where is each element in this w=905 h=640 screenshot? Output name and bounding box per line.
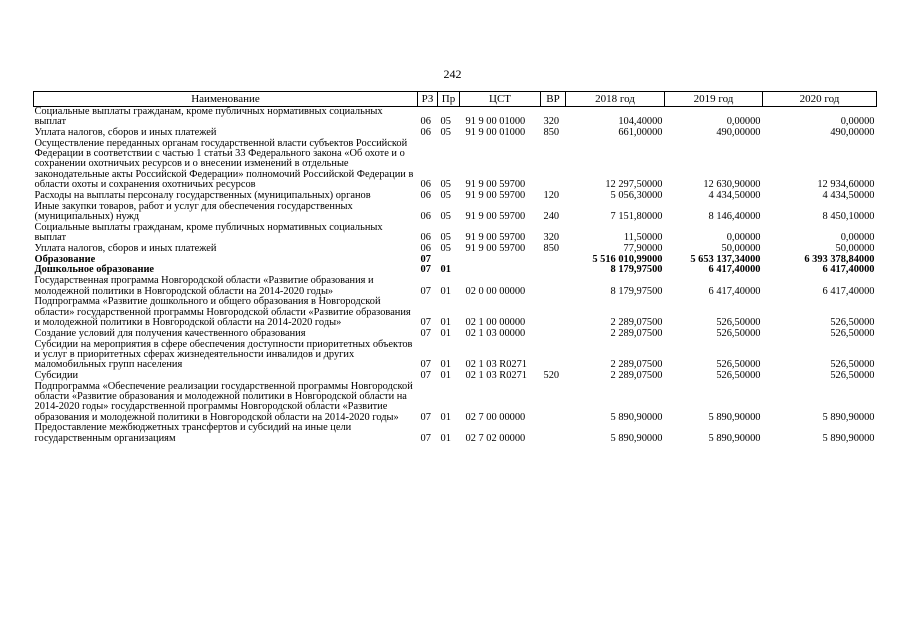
header-2019: 2019 год bbox=[665, 92, 763, 107]
cell-2019: 8 146,40000 bbox=[708, 210, 761, 222]
cell-2018: 2 289,07500 bbox=[610, 369, 663, 381]
cell-2019: 4 434,50000 bbox=[708, 189, 761, 201]
cell-name: Иные закупки товаров, работ и услуг для обеспечения государственных (муниципальных) нужд bbox=[34, 200, 353, 222]
cell-rz: 06 bbox=[420, 242, 431, 254]
cell-name: Субсидии bbox=[34, 369, 79, 381]
cell-rz: 07 bbox=[420, 411, 431, 423]
cell-vr: 320 bbox=[543, 232, 560, 244]
cell-pr: 05 bbox=[440, 189, 451, 201]
cell-pr: 05 bbox=[440, 210, 451, 222]
table-header-row bbox=[34, 92, 877, 107]
table-row bbox=[34, 329, 877, 340]
cell-2019: 0,00000 bbox=[726, 232, 761, 244]
cell-cst: 91 9 00 59700 bbox=[465, 210, 526, 222]
cell-cst: 02 1 03 R0271 bbox=[465, 359, 527, 371]
cell-2018: 5 516 010,99000 bbox=[592, 253, 663, 265]
cell-rz: 06 bbox=[420, 210, 431, 222]
cell-cst: 91 9 00 59700 bbox=[465, 232, 526, 244]
cell-2020: 8 450,10000 bbox=[822, 210, 875, 222]
cell-2020: 526,50000 bbox=[830, 327, 875, 339]
cell-rz: 06 bbox=[420, 232, 431, 244]
cell-cst: 91 9 00 59700 bbox=[465, 242, 526, 254]
cell-rz: 06 bbox=[420, 116, 431, 128]
cell-cst: 91 9 00 59700 bbox=[465, 179, 526, 191]
cell-vr bbox=[541, 255, 566, 266]
table-row bbox=[34, 340, 877, 371]
header-rz: РЗ bbox=[418, 92, 438, 107]
cell-vr: 850 bbox=[543, 127, 560, 139]
cell-cst bbox=[460, 255, 541, 266]
cell-2018: 104,40000 bbox=[618, 116, 663, 128]
cell-vr: 850 bbox=[543, 242, 560, 254]
cell-2018: 2 289,07500 bbox=[610, 316, 663, 328]
cell-pr: 01 bbox=[440, 285, 451, 297]
cell-cst: 02 0 00 00000 bbox=[465, 285, 526, 297]
cell-cst: 02 7 00 00000 bbox=[465, 411, 526, 423]
cell-pr: 05 bbox=[440, 232, 451, 244]
cell-2018: 8 179,97500 bbox=[610, 285, 663, 297]
cell-2018: 11,50000 bbox=[623, 232, 663, 244]
cell-2020: 526,50000 bbox=[830, 359, 875, 371]
cell-2018: 5 890,90000 bbox=[610, 411, 663, 423]
header-name: Наименование bbox=[34, 92, 418, 107]
cell-2018: 7 151,80000 bbox=[610, 210, 663, 222]
cell-2018: 77,90000 bbox=[623, 242, 663, 254]
cell-2019: 526,50000 bbox=[716, 359, 761, 371]
cell-vr: 320 bbox=[543, 116, 560, 128]
table-body bbox=[34, 107, 877, 445]
cell-2020: 526,50000 bbox=[830, 316, 875, 328]
cell-2020: 50,00000 bbox=[835, 242, 875, 254]
cell-2020: 5 890,90000 bbox=[822, 432, 875, 444]
cell-rz: 06 bbox=[420, 127, 431, 139]
cell-vr bbox=[541, 423, 566, 444]
cell-name: Образование bbox=[34, 253, 96, 265]
cell-pr: 01 bbox=[440, 316, 451, 328]
cell-rz: 07 bbox=[420, 285, 431, 297]
cell-pr: 01 bbox=[440, 359, 451, 371]
cell-name: Подпрограмма «Развитие дошкольного и общего образования в Новгородской области» государственной программы Новгородской области «Развитие образования и молодежной политики в Новгородской области на 2014-2020 годы» bbox=[34, 296, 411, 328]
cell-2019: 6 417,40000 bbox=[708, 264, 761, 276]
cell-2020: 0,00000 bbox=[840, 232, 875, 244]
cell-2020: 12 934,60000 bbox=[817, 179, 875, 191]
cell-2018: 5 056,30000 bbox=[610, 189, 663, 201]
cell-vr: 520 bbox=[543, 369, 560, 381]
cell-rz: 07 bbox=[420, 359, 431, 371]
cell-pr: 01 bbox=[440, 411, 451, 423]
cell-pr: 01 bbox=[440, 327, 451, 339]
cell-name: Уплата налогов, сборов и иных платежей bbox=[34, 127, 217, 139]
cell-2018: 5 890,90000 bbox=[610, 432, 663, 444]
cell-2018: 661,00000 bbox=[618, 127, 663, 139]
cell-cst: 02 1 03 R0271 bbox=[465, 369, 527, 381]
cell-name: Социальные выплаты гражданам, кроме публичных нормативных социальных выплат bbox=[34, 221, 383, 244]
cell-vr bbox=[541, 382, 566, 424]
table-row bbox=[34, 297, 877, 328]
cell-2020: 490,00000 bbox=[830, 127, 875, 139]
cell-name: Подпрограмма «Обеспечение реализации государственной программы Новгородской области «Развитие образования и молодежной политики в Новгородской области на 2014-2020 годы» государственной программы Новгородской области «Развитие образования и молодежной политики в Новгородской области на 2014-2020 годы» bbox=[34, 380, 413, 423]
cell-2018: 2 289,07500 bbox=[610, 327, 663, 339]
cell-2020: 6 417,40000 bbox=[822, 285, 875, 297]
cell-vr bbox=[541, 340, 566, 371]
table-row bbox=[34, 423, 877, 444]
cell-rz: 06 bbox=[420, 179, 431, 191]
cell-name: Дошкольное образование bbox=[34, 264, 155, 276]
cell-2018: 8 179,97500 bbox=[610, 264, 663, 276]
cell-cst: 91 9 00 01000 bbox=[465, 116, 526, 128]
cell-rz: 06 bbox=[420, 189, 431, 201]
cell-name: Создание условий для получения качественного образования bbox=[34, 327, 306, 339]
cell-cst: 02 1 03 00000 bbox=[465, 327, 526, 339]
cell-cst: 02 1 00 00000 bbox=[465, 316, 526, 328]
cell-name: Государственная программа Новгородской области «Развитие образования и молодежной политики в Новгородской области на 2014-2020 годы» bbox=[34, 275, 374, 297]
cell-2018: 12 297,50000 bbox=[605, 179, 663, 191]
cell-vr bbox=[541, 139, 566, 191]
cell-2019: 12 630,90000 bbox=[703, 179, 761, 191]
cell-pr: 05 bbox=[440, 179, 451, 191]
cell-rz: 07 bbox=[420, 327, 431, 339]
cell-2020: 5 890,90000 bbox=[822, 411, 875, 423]
cell-pr: 01 bbox=[440, 432, 451, 444]
cell-pr: 01 bbox=[440, 369, 451, 381]
table-row bbox=[34, 276, 877, 297]
cell-name: Предоставление межбюджетных трансфертов и субсидий на иные цели государственным организациям bbox=[34, 422, 352, 444]
header-vr: ВР bbox=[541, 92, 566, 107]
cell-2020: 6 393 378,84000 bbox=[804, 253, 875, 265]
cell-rz: 07 bbox=[420, 369, 431, 381]
cell-vr bbox=[541, 265, 566, 276]
cell-2019: 5 890,90000 bbox=[708, 432, 761, 444]
cell-name: Субсидии на мероприятия в сфере обеспечения доступности приоритетных объектов и услуг в приоритетных сферах жизнедеятельности инвалидов и других маломобильных групп населения bbox=[34, 338, 413, 371]
cell-rz: 07 bbox=[420, 253, 431, 265]
cell-pr: 05 bbox=[440, 242, 451, 254]
cell-rz: 07 bbox=[420, 432, 431, 444]
table-row bbox=[34, 202, 877, 223]
cell-cst bbox=[460, 265, 541, 276]
cell-cst: 02 7 02 00000 bbox=[465, 432, 526, 444]
cell-vr: 240 bbox=[543, 210, 560, 222]
cell-2019: 526,50000 bbox=[716, 369, 761, 381]
table-row bbox=[34, 139, 877, 191]
cell-2019: 6 417,40000 bbox=[708, 285, 761, 297]
table-row bbox=[34, 223, 877, 244]
table-row bbox=[34, 382, 877, 424]
cell-name: Осуществление переданных органам государственной власти субъектов Российской Федерации в соответствии с частью 1 статьи 33 Федерального закона «Об охоте и о сохранении охотничьих ресурсов и о внесении изменений в отдельные законодательные акты Российской Федерации» полномочий Российской Федерации в области охоты и сохранения охотничьих ресурсов bbox=[34, 137, 414, 191]
cell-cst: 91 9 00 01000 bbox=[465, 127, 526, 139]
cell-pr: 05 bbox=[440, 127, 451, 139]
cell-rz: 07 bbox=[420, 264, 431, 276]
cell-2019: 526,50000 bbox=[716, 327, 761, 339]
cell-name: Расходы на выплаты персоналу государственных (муниципальных) органов bbox=[34, 189, 371, 201]
cell-2018: 2 289,07500 bbox=[610, 359, 663, 371]
cell-2019: 0,00000 bbox=[726, 116, 761, 128]
cell-cst: 91 9 00 59700 bbox=[465, 189, 526, 201]
header-2020: 2020 год bbox=[763, 92, 877, 107]
budget-table bbox=[33, 91, 877, 445]
cell-2019: 5 653 137,34000 bbox=[690, 253, 761, 265]
cell-pr: 01 bbox=[440, 264, 451, 276]
cell-vr bbox=[541, 297, 566, 328]
cell-2020: 6 417,40000 bbox=[822, 264, 875, 276]
cell-2019: 526,50000 bbox=[716, 316, 761, 328]
header-2018: 2018 год bbox=[566, 92, 665, 107]
cell-2020: 526,50000 bbox=[830, 369, 875, 381]
cell-vr bbox=[541, 276, 566, 297]
cell-pr: 05 bbox=[440, 116, 451, 128]
header-pr: Пр bbox=[438, 92, 460, 107]
cell-vr bbox=[541, 329, 566, 340]
header-cst: ЦСТ bbox=[460, 92, 541, 107]
cell-2019: 5 890,90000 bbox=[708, 411, 761, 423]
cell-name: Уплата налогов, сборов и иных платежей bbox=[34, 242, 217, 254]
page-number: 242 bbox=[443, 67, 462, 81]
cell-2019: 490,00000 bbox=[716, 127, 761, 139]
table-row bbox=[34, 107, 877, 129]
cell-2020: 4 434,50000 bbox=[822, 189, 875, 201]
cell-2019: 50,00000 bbox=[721, 242, 761, 254]
cell-name: Социальные выплаты гражданам, кроме публичных нормативных социальных выплат bbox=[34, 106, 383, 128]
cell-2020: 0,00000 bbox=[840, 116, 875, 128]
cell-rz: 07 bbox=[420, 316, 431, 328]
cell-vr: 120 bbox=[543, 189, 560, 201]
